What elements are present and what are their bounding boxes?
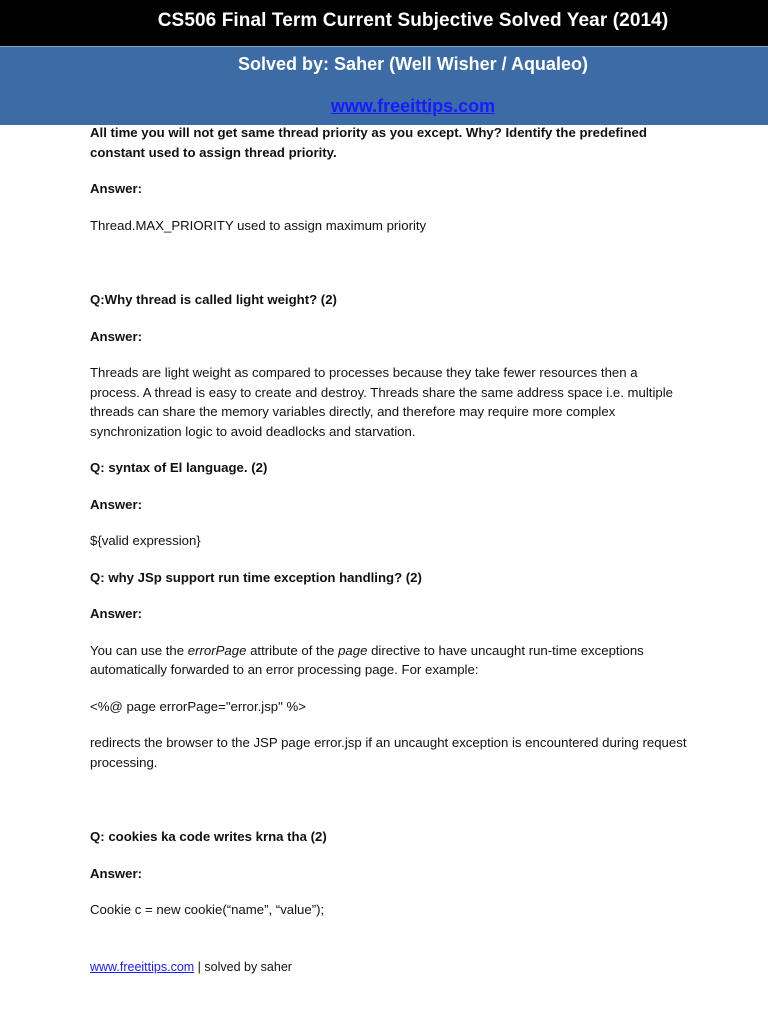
header-bar: [0, 0, 768, 46]
page-footer: [90, 960, 292, 974]
answer-text: Thread.MAX_PRIORITY used to assign maximum priority: [90, 217, 427, 233]
code-example: <%@ page errorPage="error.jsp" %>: [90, 698, 306, 714]
answer-label: Answer:: [90, 606, 143, 621]
answer-emphasis-page: page: [338, 642, 368, 658]
answer-label: Answer:: [90, 328, 143, 344]
solved-by-text: Solved by: Saher (Well Wisher / Aqualeo): [238, 54, 588, 74]
answer-text: Threads are light weight as compared to processes because they take fewer resources then a process. A thread is easy to create and destroy. Threads share the same address space i.e. multiple threads can share the memory variables directly, and therefore may require more complex synchronization logic to avoid deadlocks and starvation.: [90, 365, 674, 439]
answer-text: redirects the browser to the JSP page error.jsp if an uncaught exception is encountered during request processing.: [90, 735, 687, 770]
question-text: Q: cookies ka code writes krna tha (2): [90, 829, 327, 844]
question-text: Q: why JSp support run time exception handling? (2): [90, 569, 422, 585]
website-link[interactable]: www.freeittips.com: [330, 96, 496, 116]
answer-text-segment: You can use the: [90, 642, 188, 658]
answer-label: Answer:: [90, 865, 143, 881]
question-text: Q:Why thread is called light weight? (2): [90, 292, 337, 307]
question-text: Q: syntax of El language. (2): [90, 460, 268, 475]
website-link-wrapper: [0, 96, 768, 117]
answer-text: [90, 641, 690, 680]
footer-website-link[interactable]: www.freeittips.com: [90, 960, 195, 974]
header-banner: [0, 46, 768, 125]
answer-label: Answer:: [90, 496, 143, 512]
answer-text: ${valid expression}: [90, 533, 201, 548]
answer-text-segment: directive to have uncaught run-time exceptions automatically forwarded to an error processing page. For example:: [90, 642, 644, 677]
answer-text: Cookie c = new cookie(“name”, “value”);: [90, 902, 325, 917]
answer-label: Answer:: [90, 181, 143, 196]
answer-text-segment: attribute of the: [246, 642, 339, 658]
footer-text: | solved by saher: [194, 960, 292, 974]
answer-emphasis-errorpage: errorPage: [187, 642, 247, 658]
document-title: CS506 Final Term Current Subjective Solved Year (2014): [157, 10, 669, 31]
document-body: [90, 123, 690, 920]
question-text: All time you will not get same thread priority as you except. Why? Identify the predefined constant used to assign thread priority.: [90, 125, 647, 160]
